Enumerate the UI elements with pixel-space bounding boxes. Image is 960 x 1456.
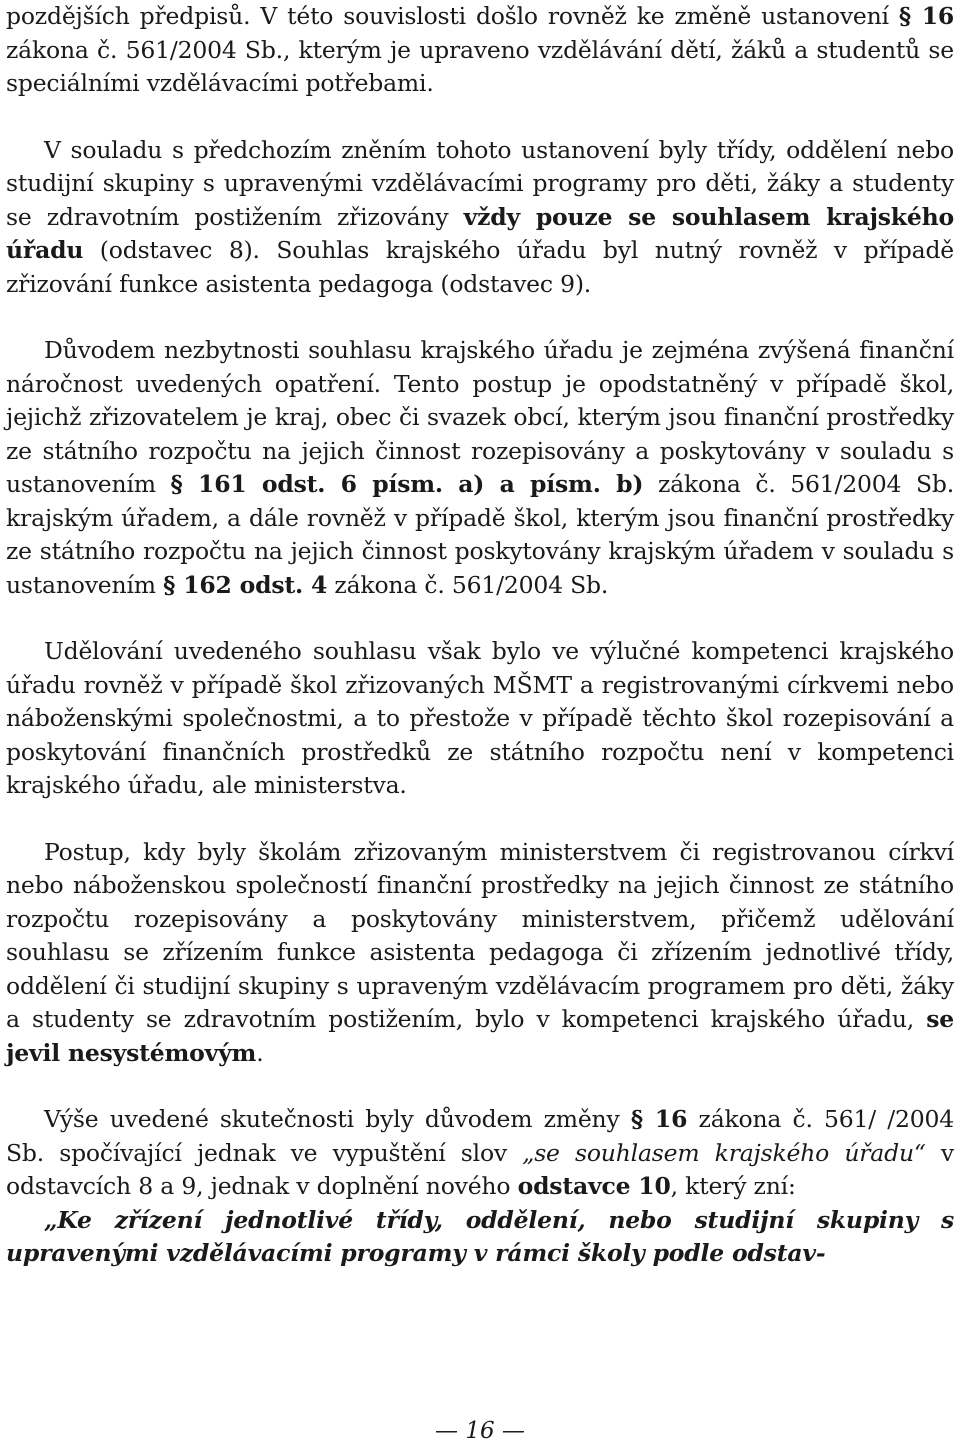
body-paragraph <box>6 0 954 101</box>
emphasized-text: odstavce 10 <box>517 1172 671 1200</box>
text-run: (odstavec 8). Souhlas krajského úřadu byl nutný rovněž v případě zřizování funkce asistenta pedagoga (odstavec 9). <box>6 236 954 298</box>
page-number: — 16 — <box>435 1418 525 1444</box>
text-run: . <box>256 1038 264 1067</box>
text-run: Výše uvedené skutečnosti byly důvodem změny <box>44 1105 631 1133</box>
emphasized-text: vždy pouze se souhlasem krajského úřadu <box>6 202 955 264</box>
text-run: zákona č. 561/2004 Sb. krajským úřadem, a dále rovněž v případě škol, kterým jsou finanční prostředky ze státního rozpočtu na jejich činnost poskytovány krajským úřadem v souladu s ustanovením <box>6 470 954 599</box>
emphasized-text: „Ke zřízení jednotlivé třídy, oddělení, nebo studijní skupiny s upravenými vzdělávacími programy v rámci školy podle odstav- <box>6 1205 954 1267</box>
emphasized-text: § 162 odst. 4 <box>163 570 328 599</box>
text-run: , který zní: <box>670 1172 796 1200</box>
text-run: v odstavcích 8 a 9, jednak v doplnění nového <box>6 1138 954 1200</box>
text-run: zákona č. 561/2004 Sb., kterým je upraveno vzdělávání dětí, žáků a studentů se speciálními vzdělávacími potřebami. <box>6 35 954 97</box>
text-run: V souladu s předchozím zněním tohoto ustanovení byly třídy, oddělení nebo studijní skupiny s upravenými vzdělávacími programy pro děti, žáky a studenty se zdravotním postižením zřizovány <box>6 135 954 231</box>
text-run: Důvodem nezbytnosti souhlasu krajského úřadu je zejména zvýšená finanční náročnost uvedených opatření. Tento postup je opodstatněný v případě škol, jejichž zřizovatelem je kraj, obec či svazek obcí, kterým jsou finanční prostředky ze státního rozpočtu na jejich činnost rozepisovány a poskytovány v souladu s ustanovením <box>6 336 954 498</box>
emphasized-text: § 16 <box>898 2 954 30</box>
emphasized-text: § 16 <box>630 1105 688 1133</box>
text-run: zákona č. 561/ /2004 Sb. spočívající jednak ve vypuštění slov <box>6 1105 955 1167</box>
body-paragraph <box>6 1103 954 1204</box>
document-page <box>6 0 954 1271</box>
emphasized-text: „se souhlasem krajského úřadu“ <box>522 1138 926 1167</box>
document-body <box>6 0 954 1271</box>
text-run: zákona č. 561/2004 Sb. <box>327 570 609 599</box>
quoted-amendment-paragraph <box>6 1204 954 1271</box>
emphasized-text: se jevil nesystémovým <box>6 1005 954 1067</box>
body-paragraph <box>6 134 954 302</box>
text-run: Udělování uvedeného souhlasu však bylo ve výlučné kompetenci krajského úřadu rovněž v případě škol zřizovaných MŠMT a registrovanými církvemi nebo náboženskými společnostmi, a to přestože v případě těchto škol rozepisování a poskytování finančních prostředků ze státního rozpočtu není v kompetenci krajského úřadu, ale ministerstva. <box>6 637 954 799</box>
emphasized-text: § 161 odst. 6 písm. a) a písm. b) <box>170 470 644 498</box>
text-run: Postup, kdy byly školám zřizovaným ministerstvem či registrovanou církví nebo náboženskou společností finanční prostředky na jejich činnost ze státního rozpočtu rozepisovány a poskytovány ministerstvem, přičemž udělování souhlasu se zřízením funkce asistenta pedagoga či zřízením jednotlivé třídy, oddělení či studijní skupiny s upraveným vzdělávacím programem pro děti, žáky a studenty se zdravotním postižením, bylo v kompetenci krajského úřadu, <box>6 837 954 1033</box>
body-paragraph <box>6 334 954 602</box>
body-paragraph <box>6 635 954 803</box>
body-paragraph <box>6 836 954 1071</box>
text-run: pozdějších předpisů. V této souvislosti došlo rovněž ke změně ustanovení <box>6 2 899 30</box>
